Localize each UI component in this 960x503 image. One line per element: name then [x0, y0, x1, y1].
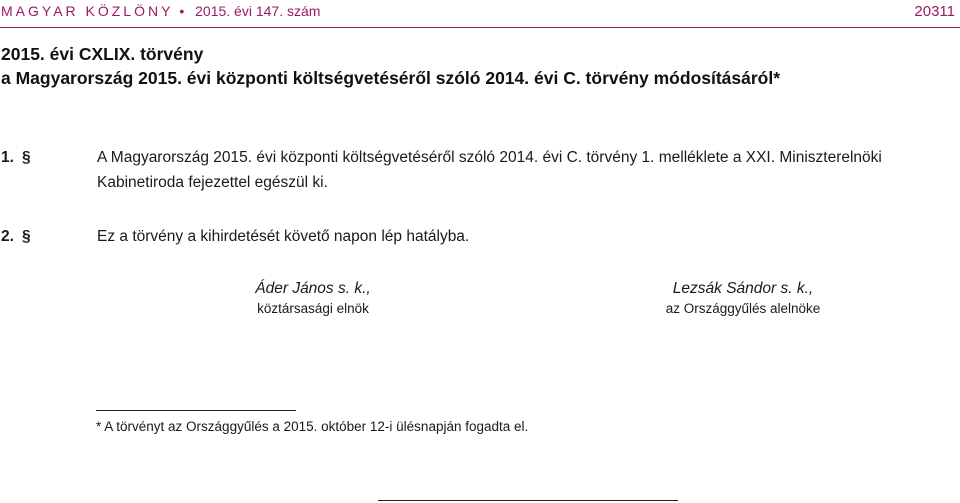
law-title-line-1: 2015. évi CXLIX. törvény — [1, 44, 204, 64]
section-number: 1. — [1, 149, 14, 166]
journal-name: MAGYAR KÖZLÖNY — [1, 3, 174, 19]
signatory-role: köztársasági elnök — [257, 301, 369, 316]
signature-vice-speaker — [583, 279, 903, 319]
section-2 — [0, 225, 958, 250]
signatory-role: az Országgyűlés alelnöke — [665, 301, 821, 316]
footnote: * A törvényt az Országgyűlés a 2015. október 12-i ülésnapján fogadta el. — [96, 419, 529, 434]
page-bottom-divider — [378, 500, 678, 501]
page-number: 20311 — [914, 3, 955, 20]
issue-number: 2015. évi 147. szám — [195, 3, 321, 19]
section-text-line-1: A Magyarország 2015. évi központi költségvetéséről szóló 2014. évi C. törvény 1. melléklete a XXI. Miniszterelnöki — [97, 149, 882, 166]
footnote-divider — [96, 410, 296, 411]
header-left — [1, 3, 320, 19]
section-1 — [0, 146, 958, 196]
paragraph-symbol: § — [22, 228, 31, 245]
law-title-line-2: a Magyarország 2015. évi központi költségvetéséről szóló 2014. évi C. törvény módosításáról* — [1, 68, 781, 88]
signatory-name: Áder János s. k., — [255, 280, 371, 297]
header-divider — [0, 27, 960, 28]
bullet-separator: • — [179, 3, 185, 19]
law-title — [1, 42, 780, 90]
section-text-line-2: Kabinetiroda fejezettel egészül ki. — [97, 173, 328, 191]
section-text-line-1: Ez a törvény a kihirdetését követő napon lép hatályba. — [97, 228, 470, 245]
section-number: 2. — [1, 228, 14, 245]
paragraph-symbol: § — [22, 149, 31, 166]
journal-header — [0, 3, 955, 21]
signature-president — [153, 279, 473, 319]
signatory-name: Lezsák Sándor s. k., — [672, 280, 814, 297]
